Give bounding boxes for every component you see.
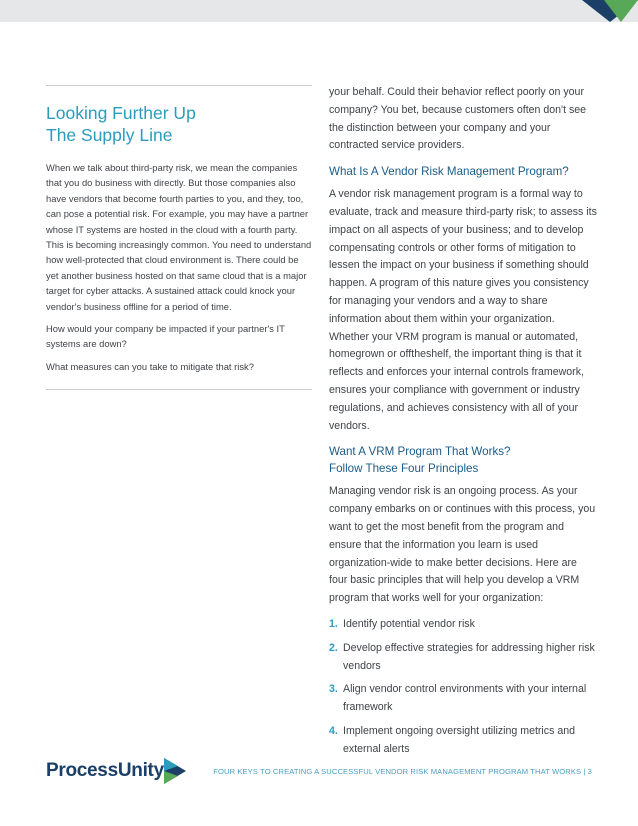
list-number: 4.	[329, 724, 338, 737]
sidebar-top-rule	[46, 85, 312, 86]
principles-list	[329, 616, 597, 759]
main-column	[329, 84, 597, 765]
list-number: 1.	[329, 617, 338, 630]
sidebar-paragraph: What measures can you take to mitigate that risk?	[46, 360, 254, 372]
footer-running-title: FOUR KEYS TO CREATING A SUCCESSFUL VENDOR RISK MANAGEMENT PROGRAM THAT WORKS | 3	[213, 767, 592, 776]
list-number: 3.	[329, 683, 338, 696]
sidebar-body	[46, 160, 312, 374]
list-item	[329, 640, 597, 676]
list-text: Implement ongoing oversight utilizing metrics and external alerts	[343, 724, 576, 755]
page-footer	[46, 757, 592, 787]
list-item	[329, 723, 597, 759]
sidebar-title	[46, 103, 312, 146]
section2-heading	[329, 443, 597, 477]
processunity-logo: ProcessUnity	[46, 760, 164, 781]
list-number: 2.	[329, 641, 338, 654]
sidebar-title-line2: The Supply Line	[46, 124, 173, 145]
logo-mark-icon	[164, 758, 186, 784]
list-item	[329, 616, 597, 634]
sidebar-paragraph: How would your company be impacted if your partner's IT systems are down?	[46, 323, 285, 350]
list-item	[329, 681, 597, 717]
section2-heading-line1: Want A VRM Program That Works?	[329, 445, 511, 459]
top-band	[0, 0, 638, 22]
list-text: Identify potential vendor risk	[343, 617, 475, 630]
section2-heading-line2: Follow These Four Principles	[329, 462, 479, 476]
section1-heading: What Is A Vendor Risk Management Program?	[329, 165, 569, 179]
sidebar-callout	[46, 85, 312, 390]
sidebar-title-line1: Looking Further Up	[46, 103, 196, 123]
section1-paragraph: A vendor risk management program is a formal way to evaluate, track and measure third-party risk; to assess its impact on all aspects of your business; and to develop compensating controls or other forms of mitigation to lessen the impact on your business if something should happen. A program of this nature gives you consistency for managing your vendors and a way to share information about them within your organization. Whether your VRM program is manual or automated, homegrown or offtheshelf, the important thing is that it reflects and enforces your internal controls framework, ensures your compliance with government or industry regulations, and achieves consistency with all of your vendors.	[329, 188, 597, 432]
intro-paragraph: your behalf. Could their behavior reflect poorly on your company? You bet, because customers often don't see the distinction between your company and your contracted service providers.	[329, 86, 587, 152]
sidebar-bottom-rule	[46, 389, 312, 390]
section2-paragraph: Managing vendor risk is an ongoing process. As your company embarks on or continues with this process, you want to get the most benefit from the program and ensure that the information you learn is used organization-wide to make better decisions. Here are four basic principles that will help you develop a VRM program that works well for your organization:	[329, 485, 596, 605]
corner-triangle-icon	[582, 0, 638, 22]
list-text: Develop effective strategies for addressing higher risk vendors	[343, 641, 595, 672]
sidebar-paragraph: When we talk about third-party risk, we mean the companies that you do business with directly. But those companies also have vendors that become fourth parties to you, and they, too, can pose a potential risk. For example, you may have a partner whose IT systems are hosted in the cloud with a fourth party. This is becoming increasingly common. You need to understand how well-protected that cloud environment is. There could be yet another business hosted on that same cloud that is a major target for cyber attacks. A sustained attack could knock your vendor's business offline for a period of time.	[46, 162, 312, 312]
list-text: Align vendor control environments with your internal framework	[343, 683, 587, 714]
